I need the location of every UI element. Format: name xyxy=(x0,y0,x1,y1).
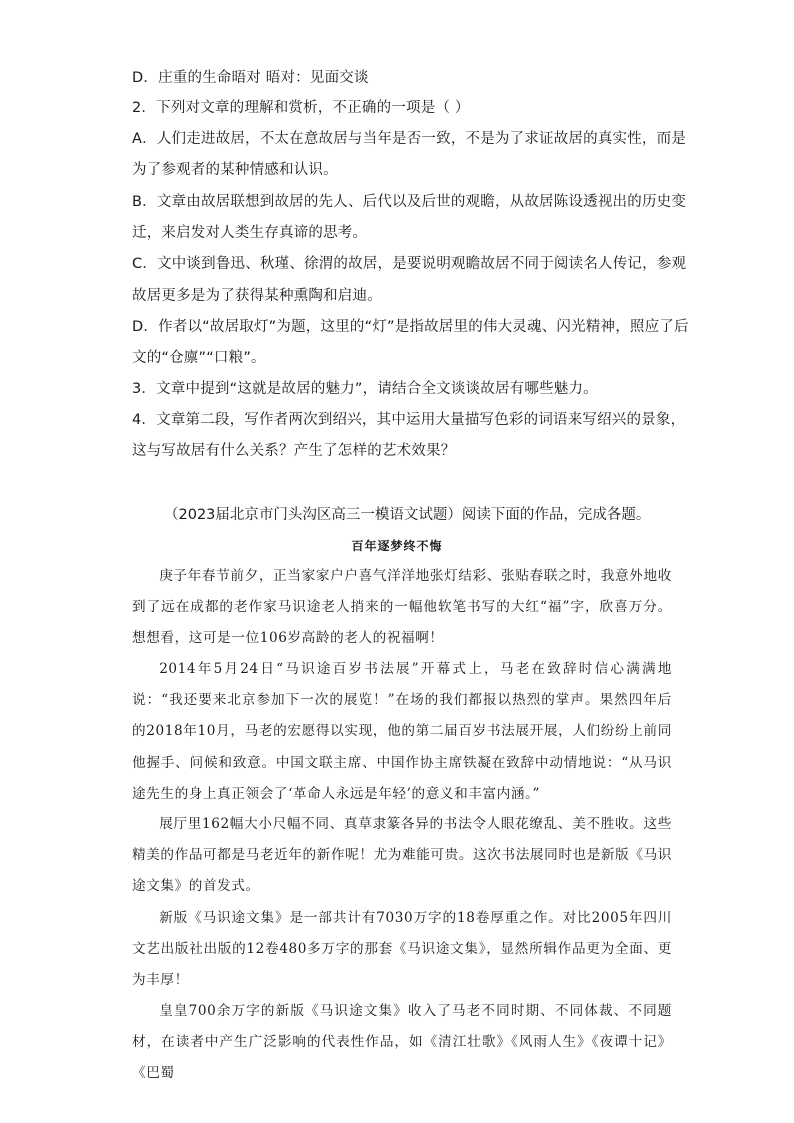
question-2-stem: 2．下列对文章的理解和赏析，不正确的一项是（ ） xyxy=(132,100,470,116)
article-paragraph-3: 展厅里162幅大小尺幅不同、真草隶篆各异的书法令人眼花缭乱、美不胜收。这些精美的作品可都是马老近年的新作呢！尤为难能可贵。这次书法展同时也是新版《马识途文集》的首发式。 xyxy=(132,816,672,895)
article-paragraph-5: 皇皇700余万字的新版《马识途文集》收入了马老不同时期、不同体裁、不同题材，在读者中产生广泛影响的代表性作品，如《清江壮歌》《风雨人生》《夜谭十记》《巴蜀 xyxy=(132,1003,672,1082)
question-2-option-b-line-2: 迁，来启发对人类生存真谛的思考。 xyxy=(132,225,368,241)
question-2-option-b-line-1: B．文章由故居联想到故居的先人、后代以及后世的观瞻，从故居陈设透视出的历史变 xyxy=(132,194,687,210)
question-2-option-c-line-1: C．文中谈到鲁迅、秋瑾、徐渭的故居，是要说明观瞻故居不同于阅读名人传记，参观 xyxy=(132,256,687,272)
question-2-option-d-line-2: 文的“仓廪”“口粮”。 xyxy=(132,350,266,366)
question-2-option-d-line-1: D．作者以“故居取灯”为题，这里的“灯”是指故居里的伟大灵魂、闪光精神，照应了后 xyxy=(132,319,689,335)
article-paragraph-2: 2014年5月24日“马识途百岁书法展”开幕式上，马老在致辞时信心满满地说：“我还要来北京参加下一次的展览！”在场的我们都报以热烈的掌声。果然四年后的2018年10月，马老的宏愿得以实现，他的第二届百岁书法展开展，人们纷纷上前同他握手、问候和致意。中国文联主席、中国作协主席铁凝在致辞中动情地说：“从马识途先生的身上真正领会了‘革命人永远是年轻’的意义和丰富内涵。” xyxy=(132,661,672,802)
question-2-option-a-line-2: 为了参观者的某种情感和认识。 xyxy=(132,162,338,178)
question-2-option-a-line-1: A．人们走进故居，不太在意故居与当年是否一致，不是为了求证故居的真实性，而是 xyxy=(132,131,687,147)
question-1-option-d: D．庄重的生命晤对 晤对：见面交谈 xyxy=(132,70,369,86)
section-intro: （2023届北京市门头沟区高三一模语文试题）阅读下面的作品，完成各题。 xyxy=(164,507,651,523)
question-2-option-c-line-2: 故居更多是为了获得某种熏陶和启迪。 xyxy=(132,288,382,304)
article-title: 百年逐梦终不悔 xyxy=(351,539,443,553)
question-4-line-2: 这与写故居有什么关系？产生了怎样的艺术效果？ xyxy=(132,443,456,459)
article-paragraph-4: 新版《马识途文集》是一部共计有7030万字的18卷厚重之作。对比2005年四川文艺出版社出版的12卷480多万字的那套《马识途文集》，显然所辑作品更为全面、更为丰厚！ xyxy=(132,910,672,989)
article-paragraph-1: 庚子年春节前夕，正当家家户户喜气洋洋地张灯结彩、张贴春联之时，我意外地收到了远在成都的老作家马识途老人捎来的一幅他软笔书写的大红“福”字，欣喜万分。想想看，这可是一位106岁高龄的老人的祝福啊！ xyxy=(132,568,672,647)
question-3: 3．文章中提到“这就是故居的魅力”，请结合全文谈谈故居有哪些魅力。 xyxy=(132,381,598,397)
question-4-line-1: 4．文章第二段，写作者两次到绍兴，其中运用大量描写色彩的词语来写绍兴的景象， xyxy=(132,412,686,428)
